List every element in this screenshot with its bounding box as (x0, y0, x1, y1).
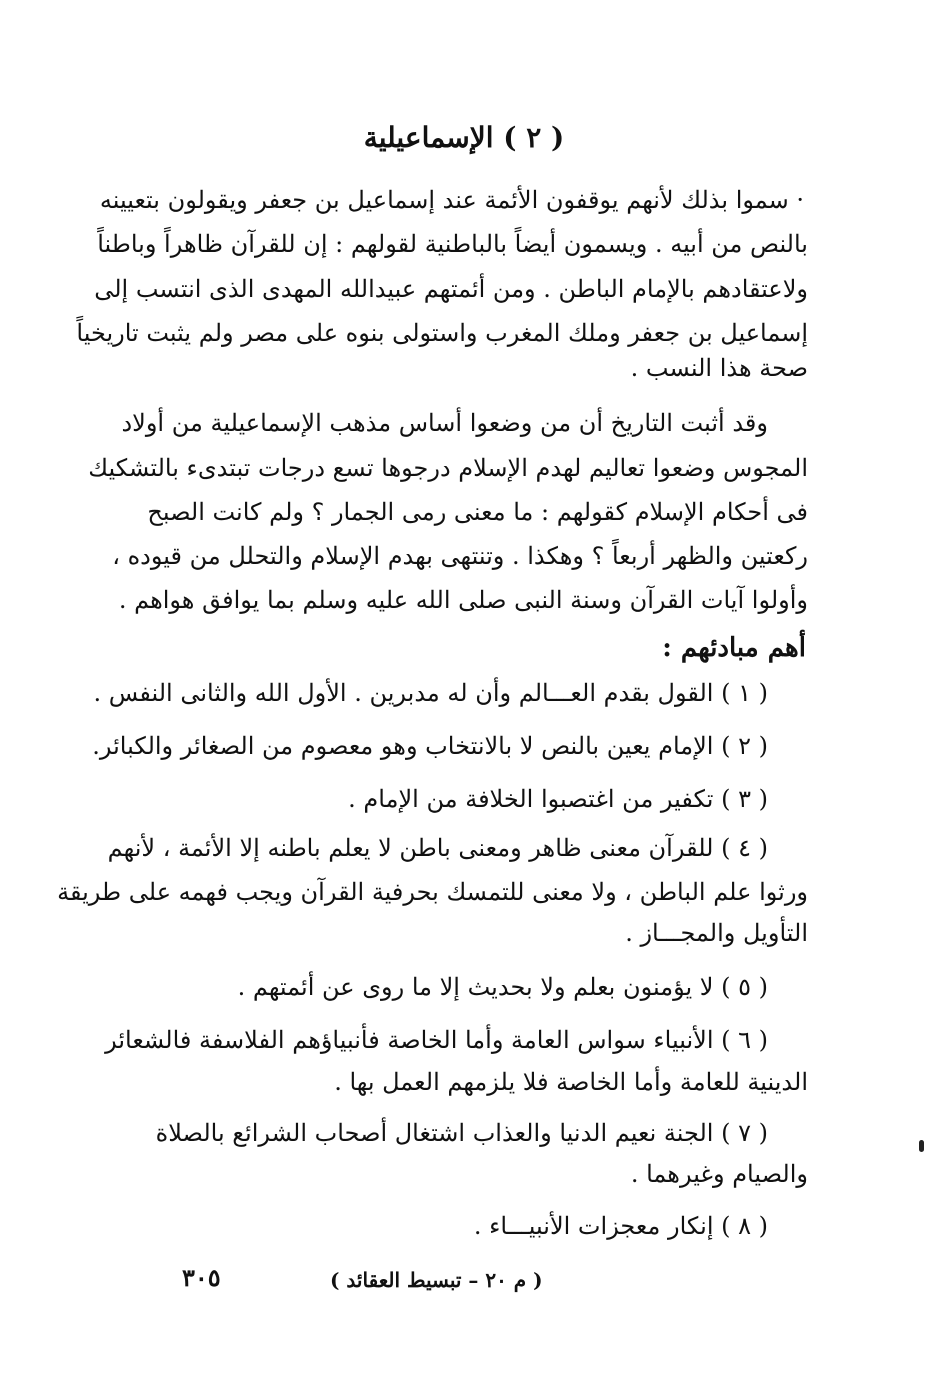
principle-4-line-3: التأويل والمجـــاز . (625, 919, 808, 947)
principle-7-line-2: والصيام وغيرهما . (630, 1160, 808, 1188)
intro-line-5: صحة هذا النسب . (630, 354, 808, 382)
history-line-4: ركعتين والظهر أربعاً ؟ وهكذا . وتنتهى بهدم الإسلام والتحلل من قيوده ، (112, 542, 808, 570)
principle-4-line-2: ورثوا علم الباطن ، ولا معنى للتمسك بحرفية القرآن ويجب فهمه على طريقة (57, 878, 808, 906)
intro-line-2: بالنص من أبيه . ويسمون أيضاً بالباطنية لقولهم : إن للقرآن ظاهراً وباطناً (97, 230, 808, 258)
principles-heading: أهم مبادئهم : (662, 633, 806, 663)
principle-3-line-1: ( ٣ ) تكفير من اغتصبوا الخلافة من الإمام . (348, 785, 768, 813)
principle-7-line-1: ( ٧ ) الجنة نعيم الدنيا والعذاب اشتغال أصحاب الشرائع بالصلاة (155, 1119, 768, 1147)
principle-2-line-1: ( ٢ ) الإمام يعين بالنص لا بالانتخاب وهو معصوم من الصغائر والكبائر. (92, 732, 768, 760)
intro-line-4: إسماعيل بن جعفر وملك المغرب واستولى بنوه على مصر ولم يثبت تاريخياً (76, 319, 808, 347)
footer-reference: ( م ٢٠ – تبسيط العقائد ) (330, 1268, 543, 1292)
history-line-2: المجوس وضعوا تعاليم لهدم الإسلام درجوها تسع درجات تبتدىء بالتشكيك (88, 454, 808, 482)
section-title: ( ٢ ) الإسماعيلية (363, 121, 565, 154)
principle-1-line-1: ( ١ ) القول بقدم العـــالم وأن له مدبرين . الأول الله والثانى النفس . (93, 679, 768, 707)
principle-6-line-1: ( ٦ ) الأنبياء سواس العامة وأما الخاصة فأنبياؤهم الفلاسفة فالشعائر (105, 1026, 768, 1054)
intro-line-3: ولاعتقادهم بالإمام الباطن . ومن أئمتهم عبيدالله المهدى الذى انتسب إلى (94, 275, 808, 303)
history-line-1: وقد أثبت التاريخ أن من وضعوا أساس مذهب الإسماعيلية من أولاد (121, 409, 768, 437)
principle-5-line-1: ( ٥ ) لا يؤمنون بعلم ولا بحديث إلا ما روى عن أئمتهم . (237, 973, 768, 1001)
page-number: ٣٠٥ (182, 1263, 221, 1292)
principle-6-line-2: الدينية للعامة وأما الخاصة فلا يلزمهم العمل بها . (334, 1068, 808, 1096)
history-line-3: فى أحكام الإسلام كقولهم : ما معنى رمى الجمار ؟ ولم كانت الصبح (147, 498, 808, 526)
intro-line-1: · سموا بذلك لأنهم يوقفون الأئمة عند إسماعيل بن جعفر ويقولون بتعيينه (99, 186, 804, 214)
scan-mark (919, 1140, 924, 1152)
principle-8-line-1: ( ٨ ) إنكار معجزات الأنبيـــاء . (473, 1212, 768, 1240)
history-line-5: وأولوا آيات القرآن وسنة النبى صلى الله عليه وسلم بما يوافق هواهم . (118, 586, 808, 614)
principle-4-line-1: ( ٤ ) للقرآن معنى ظاهر ومعنى باطن لا يعلم باطنه إلا الأئمة ، لأنهم (107, 834, 768, 862)
